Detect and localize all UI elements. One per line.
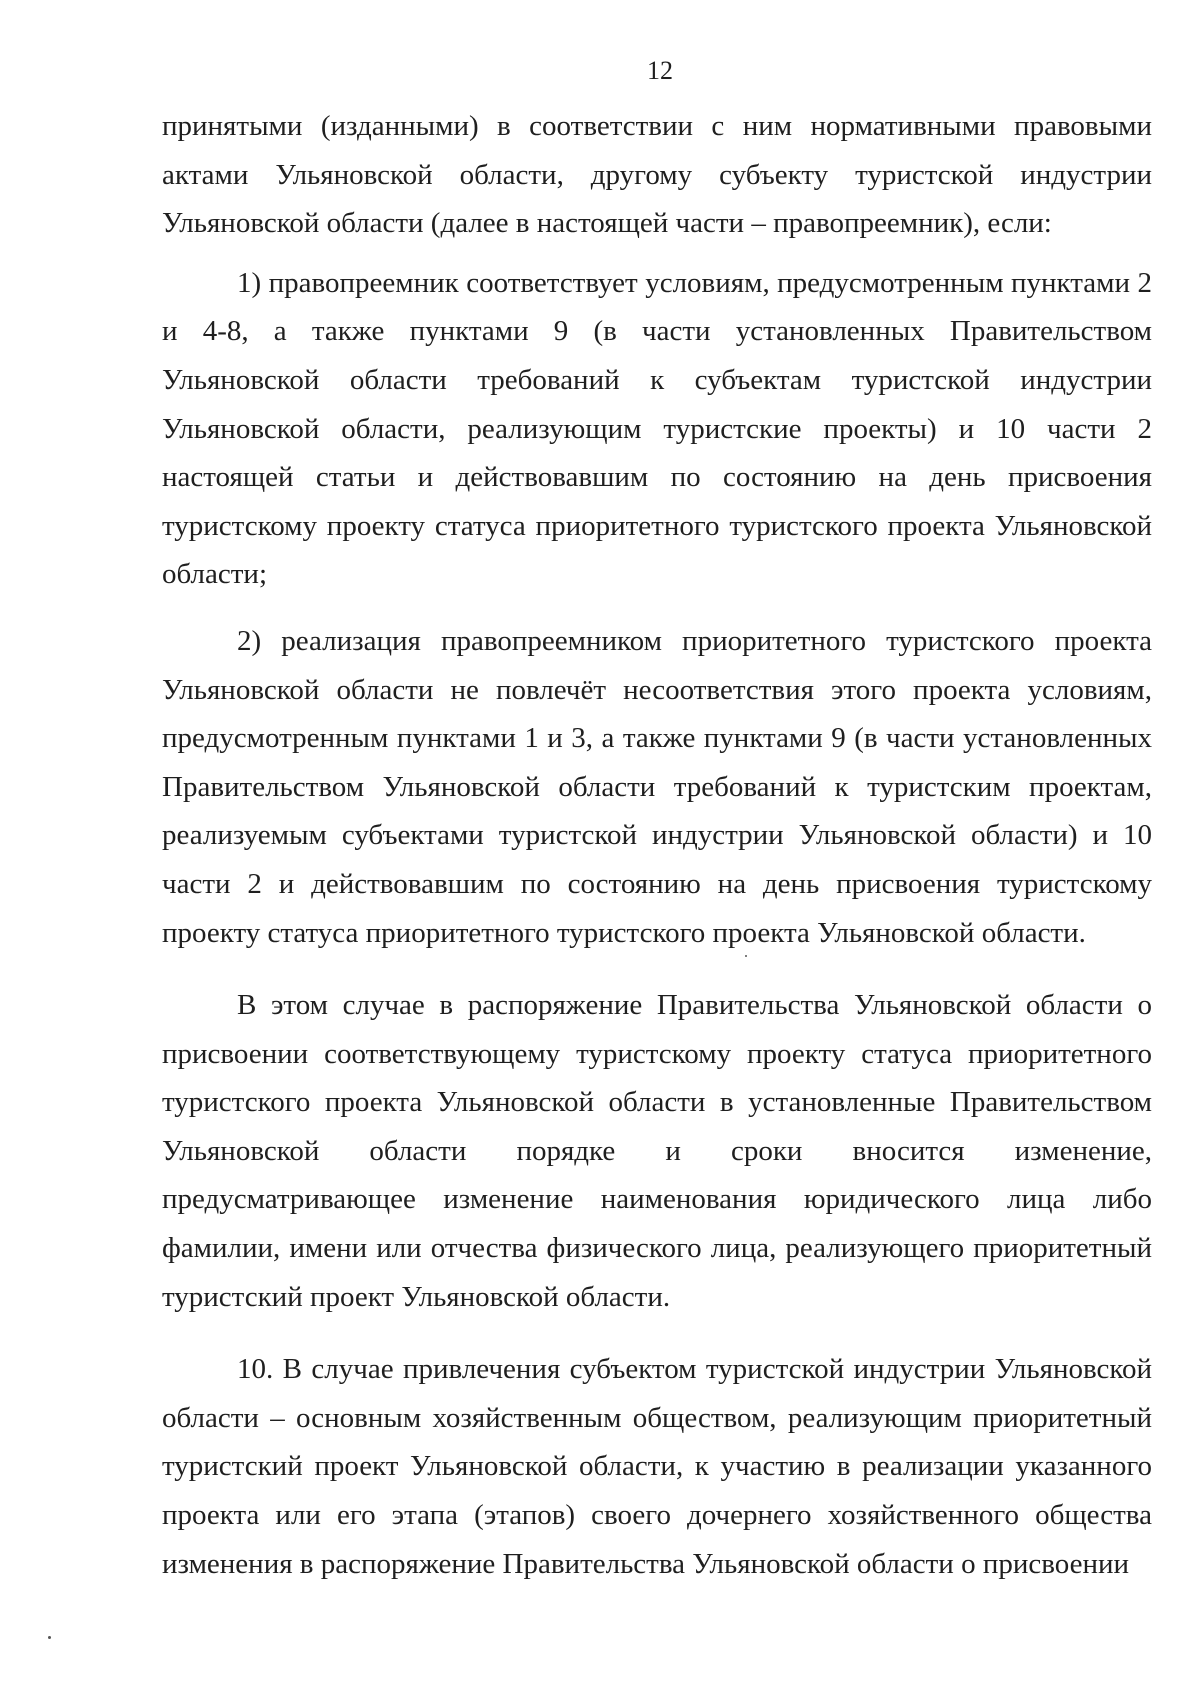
paragraph-item-1: 1) правопреемник соответствует условиям, предусмотренным пунктами 2 и 4-8, а также пунктами 9 (в части установленных Правительством Ульяновской области требований к субъектам туристской индустрии Ульяновской области, реализующим туристские проекты) и 10 части 2 настоящей статьи и действовавшим по состоянию на день присвоения туристскому проекту статуса приоритетного туристского проекта Ульяновской области;	[162, 266, 1152, 591]
page-number: 12	[647, 56, 673, 85]
scan-speck	[745, 955, 747, 957]
paragraph-10: 10. В случае привлечения субъектом туристской индустрии Ульяновской области – основным хозяйственным обществом, реализующим приоритетный туристский проект Ульяновской области, к участию в реализации указанного проекта или его этапа (этапов) своего дочернего хозяйственного общества изменения в распоряжение Правительства Ульяновской области о присвоении	[162, 1353, 1152, 1580]
scan-speck	[48, 1636, 51, 1639]
document-body	[162, 102, 1152, 1588]
paragraph-continuation: принятыми (изданными) в соответствии с ним нормативными правовыми актами Ульяновской области, другому субъекту туристской индустрии Ульяновской области (далее в настоящей части – правопреемник), если:	[162, 110, 1152, 240]
paragraph-amendment: В этом случае в распоряжение Правительства Ульяновской области о присвоении соответствующему туристскому проекту статуса приоритетного туристского проекта Ульяновской области в установленные Правительством Ульяновской области порядке и сроки вносится изменение, предусматривающее изменение наименования юридического лица либо фамилии, имени или отчества физического лица, реализующего приоритетный туристский проект Ульяновской области.	[162, 989, 1152, 1313]
paragraph-item-2: 2) реализация правопреемником приоритетного туристского проекта Ульяновской области не повлечёт несоответствия этого проекта условиям, предусмотренным пунктами 1 и 3, а также пунктами 9 (в части установленных Правительством Ульяновской области требований к туристским проектам, реализуемым субъектами туристской индустрии Ульяновской области) и 10 части 2 и действовавшим по состоянию на день присвоения туристскому проекту статуса приоритетного туристского проекта Ульяновской области.	[162, 624, 1152, 949]
